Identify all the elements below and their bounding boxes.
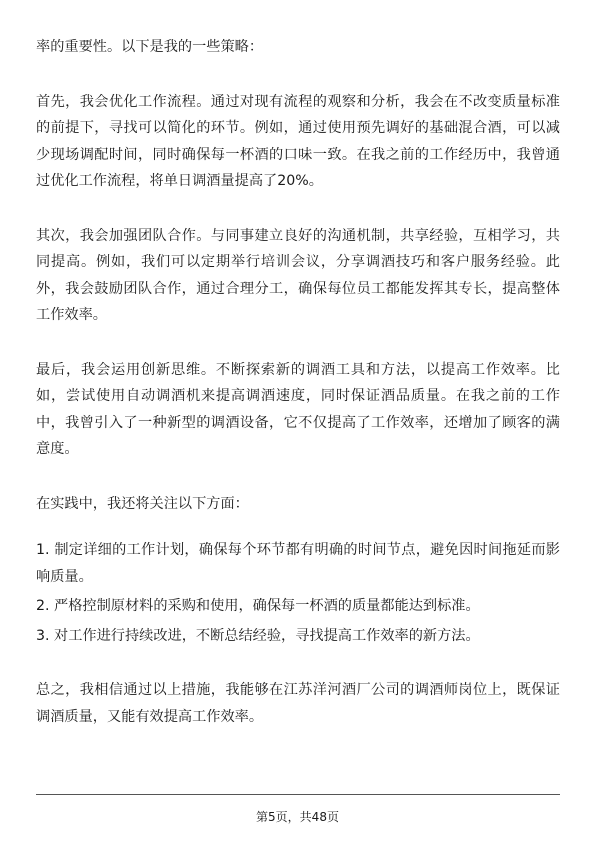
- paragraph-workflow: 首先，我会优化工作流程。通过对现有流程的观察和分析，我会在不改变质量标准的前提下，寻找可以简化的环节。例如，通过使用预先调好的基础混合酒，可以减少现场调配时间，同时确保每一杯酒的口味一致。在我之前的工作经历中，我曾通过优化工作流程，将单日调酒量提高了20%。: [36, 93, 560, 189]
- page-number: 第5页，共48页: [256, 810, 339, 824]
- list-item-2: 2. 严格控制原材料的采购和使用，确保每一杯酒的质量都能达到标准。: [36, 598, 480, 614]
- list-item-3: 3. 对工作进行持续改进，不断总结经验，寻找提高工作效率的新方法。: [36, 627, 480, 644]
- paragraph-conclusion: 总之，我相信通过以上措施，我能够在江苏洋河酒厂公司的调酒师岗位上，既保证调酒质量，又能有效提高工作效率。: [36, 682, 560, 725]
- paragraph-innovation: 最后，我会运用创新思维。不断探索新的调酒工具和方法，以提高工作效率。比如，尝试使用自动调酒机来提高调酒速度，同时保证酒品质量。在我之前的工作中，我曾引入了一种新型的调酒设备，它不仅提高了工作效率，还增加了顾客的满意度。: [36, 361, 560, 457]
- paragraph-intro-tail: 率的重要性。以下是我的一些策略：: [36, 39, 264, 55]
- list-item-1: 1. 制定详细的工作计划，确保每个环节都有明确的时间节点，避免因时间拖延而影响质量。: [36, 542, 560, 585]
- paragraph-teamwork: 其次，我会加强团队合作。与同事建立良好的沟通机制，共享经验，互相学习，共同提高。例如，我们可以定期举行培训会议，分享调酒技巧和客户服务经验。此外，我会鼓励团队合作，通过合理分工，确保每位员工都能发挥其专长，提高整体工作效率。: [36, 227, 560, 323]
- paragraph-practice-intro: 在实践中，我还将关注以下方面：: [36, 495, 249, 512]
- footer-divider: [36, 794, 560, 795]
- document-body: [36, 34, 560, 730]
